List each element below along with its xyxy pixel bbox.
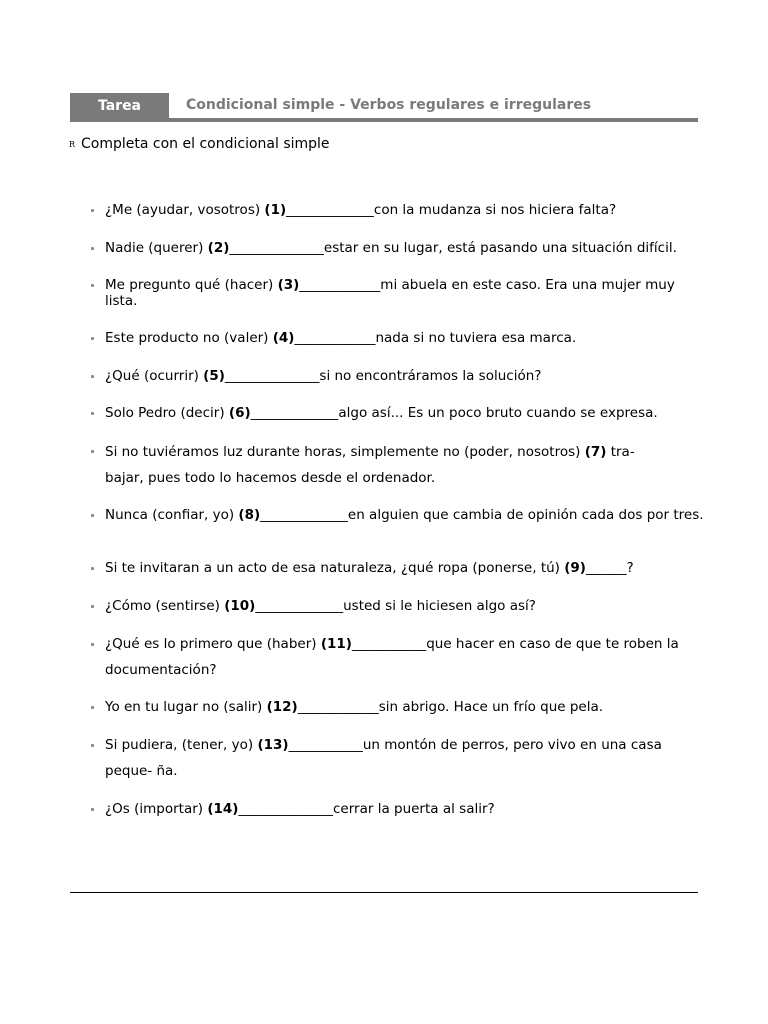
answer-blank[interactable]: ______________ — [224, 368, 320, 384]
bullet-icon — [91, 247, 94, 250]
header-divider — [70, 118, 698, 122]
item-text: estar en su lugar, está pasando una situación difícil. — [323, 240, 677, 256]
item-text: cerrar la puerta al salir? — [332, 801, 495, 817]
item-number: (2) — [207, 240, 230, 256]
item-text: ¿Qué es lo primero que (haber) — [105, 636, 321, 652]
bullet-icon — [91, 567, 94, 570]
item-text: Solo Pedro (decir) — [105, 405, 229, 421]
item-number: (4) — [272, 330, 295, 346]
item-text: si no encontráramos la solución? — [319, 368, 542, 384]
exercise-item-12 — [105, 699, 705, 715]
instruction-text: Completa con el condicional simple — [81, 136, 330, 152]
item-number: (11) — [320, 636, 352, 652]
exercise-item-10 — [105, 598, 705, 614]
item-text: ¿Me (ayudar, vosotros) — [105, 202, 265, 218]
answer-blank[interactable]: ___________ — [351, 636, 427, 652]
instruction-marker-icon: R — [69, 140, 76, 149]
bullet-icon — [91, 450, 94, 453]
item-text: sin abrigo. Hace un frío que pela. — [378, 699, 604, 715]
footer-divider — [70, 892, 698, 893]
bullet-icon — [91, 808, 94, 811]
exercise-item-6 — [105, 405, 705, 421]
bullet-icon — [91, 514, 94, 517]
worksheet-header — [70, 93, 698, 123]
answer-blank[interactable]: _____________ — [286, 202, 374, 218]
item-text: con la mudanza si nos hiciera falta? — [373, 202, 617, 218]
item-number: (1) — [264, 202, 287, 218]
item-text: Nadie (querer) — [105, 240, 208, 256]
item-number: (10) — [224, 598, 256, 614]
answer-blank[interactable]: _____________ — [260, 507, 348, 523]
item-number: (7) — [584, 444, 607, 460]
item-text: en alguien que cambia de opinión cada dos por tres. — [347, 507, 704, 523]
item-text: Si no tuviéramos luz durante horas, simplemente no (poder, nosotros) — [105, 444, 585, 460]
item-number: (3) — [277, 277, 300, 293]
item-text: Nunca (confiar, yo) — [105, 507, 239, 523]
bullet-icon — [91, 643, 94, 646]
item-text: Si te invitaran a un acto de esa naturaleza, ¿qué ropa (ponerse, tú) — [105, 560, 565, 576]
instruction — [69, 136, 330, 152]
answer-blank[interactable]: _____________ — [250, 405, 339, 421]
bullet-icon — [91, 706, 94, 709]
item-number: (6) — [228, 405, 251, 421]
item-number: (5) — [203, 368, 225, 384]
item-text: ? — [626, 560, 634, 576]
item-text: algo así... Es un poco bruto cuando se expresa. — [338, 405, 658, 421]
item-text: Yo en tu lugar no (salir) — [105, 699, 267, 715]
item-text: mi abuela en este caso. Era una mujer muy lista. — [105, 277, 675, 309]
item-text: que hacer en caso de que te roben la documentación? — [105, 636, 679, 678]
task-tag: Tarea — [70, 93, 169, 118]
exercise-item-7 — [105, 439, 645, 491]
answer-blank[interactable]: _____________ — [255, 598, 344, 614]
exercise-item-4 — [105, 330, 705, 346]
bullet-icon — [91, 284, 94, 287]
bullet-icon — [91, 209, 94, 212]
bullet-icon — [91, 337, 94, 340]
item-number: (13) — [257, 737, 289, 753]
item-text: tra- bajar, pues todo lo hacemos desde el ordenador. — [105, 444, 635, 486]
answer-blank[interactable]: ____________ — [297, 699, 379, 715]
answer-blank[interactable]: ______________ — [238, 801, 333, 817]
item-text: ¿Os (importar) — [105, 801, 208, 817]
item-text: ¿Qué (ocurrir) — [105, 368, 204, 384]
exercise-item-8 — [105, 507, 705, 523]
bullet-icon — [91, 605, 94, 608]
item-text: usted si le hiciesen algo así? — [343, 598, 536, 614]
item-text: Si pudiera, (tener, yo) — [105, 737, 258, 753]
exercise-item-5 — [105, 368, 705, 384]
exercise-item-14 — [105, 801, 705, 817]
exercise-item-3 — [105, 277, 705, 309]
answer-blank[interactable]: ______________ — [229, 240, 324, 256]
item-text: ¿Cómo (sentirse) — [105, 598, 225, 614]
bullet-icon — [91, 375, 94, 378]
item-number: (14) — [207, 801, 239, 817]
exercise-item-11 — [105, 631, 685, 683]
item-text: un montón de perros, pero vivo en una casa peque- ña. — [105, 737, 662, 779]
bullet-icon — [91, 412, 94, 415]
item-number: (8) — [238, 507, 261, 523]
item-number: (9) — [564, 560, 586, 576]
item-number: (12) — [266, 699, 298, 715]
worksheet-title: Condicional simple - Verbos regulares e irregulares — [186, 97, 592, 113]
answer-blank[interactable]: ___________ — [288, 737, 363, 753]
item-text: Este producto no (valer) — [105, 330, 273, 346]
item-text: nada si no tuviera esa marca. — [375, 330, 577, 346]
exercise-item-2 — [105, 240, 705, 256]
answer-blank[interactable]: ____________ — [299, 277, 381, 293]
answer-blank[interactable]: ____________ — [294, 330, 376, 346]
item-text: Me pregunto qué (hacer) — [105, 277, 278, 293]
exercise-item-1 — [105, 202, 705, 218]
answer-blank[interactable]: ______ — [585, 560, 627, 576]
exercise-item-13 — [105, 732, 700, 784]
bullet-icon — [91, 744, 94, 747]
exercise-item-9 — [105, 560, 705, 576]
